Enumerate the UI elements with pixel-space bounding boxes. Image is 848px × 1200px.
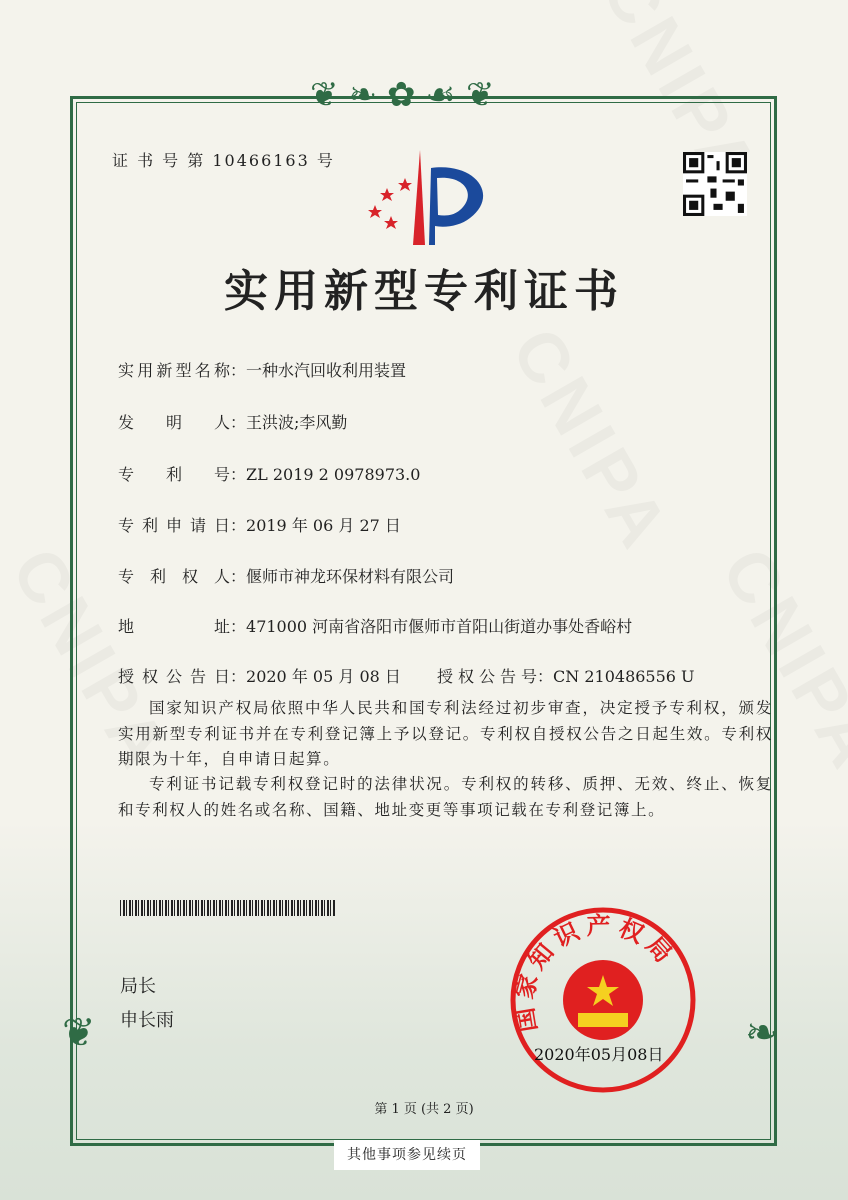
director-title: 局长 xyxy=(120,976,156,997)
field-label: 专利号 xyxy=(118,465,230,484)
field-application-date: 专利申请日：2019 年 06 月 27 日 xyxy=(118,513,401,536)
field-grant-date: 授权公告日：2020 年 05 月 08 日 xyxy=(118,664,401,687)
field-label: 专利权人 xyxy=(118,567,230,586)
field-value: ZL 2019 2 0978973.0 xyxy=(246,465,421,484)
page-indicator: 第 1 页 (共 2 页) xyxy=(374,1102,474,1117)
field-inventor: 发明人：王洪波;李风勤 xyxy=(118,410,347,433)
field-value: 偃师市神龙环保材料有限公司 xyxy=(246,567,455,586)
field-patent-number: 专利号：ZL 2019 2 0978973.0 xyxy=(118,462,420,485)
certificate-title: 实用新型专利证书 xyxy=(224,266,624,317)
statement-paragraph-1: 国家知识产权局依照中华人民共和国专利法经过初步审查，决定授予专利权，颁发实用新型专利证书并在专利登记簿上予以登记。专利权自授权公告之日起生效。专利权期限为十年，自申请日起算。 xyxy=(118,699,773,768)
field-value: 2019 年 06 月 27 日 xyxy=(246,516,401,535)
field-value: 471000 河南省洛阳市偃师市首阳山街道办事处香峪村 xyxy=(246,617,633,636)
svg-text:国家知识产权局: 国家知识产权局 xyxy=(508,910,683,1035)
seal-date: 2020年05月08日 xyxy=(534,1045,664,1064)
field-label: 授权公告日 xyxy=(118,667,230,686)
field-value: CN 210486556 U xyxy=(553,667,695,686)
statement-paragraph-2: 专利证书记载专利权登记时的法律状况。专利权的转移、质押、无效、终止、恢复和专利权人的姓名或名称、国籍、地址变更等事项记载在专利登记簿上。 xyxy=(118,775,773,819)
field-patentee: 专利权人：偃师市神龙环保材料有限公司 xyxy=(118,564,454,587)
field-label: 地址 xyxy=(118,617,230,636)
cnipa-logo xyxy=(365,150,490,250)
top-ornament: ❦❧✿☙❦ xyxy=(310,75,505,115)
bottom-left-ornament: ❦ xyxy=(62,1010,96,1056)
bottom-right-ornament: ❧ xyxy=(745,1010,779,1056)
field-utility-model-name: 实用新型名称：一种水汽回收利用装置 xyxy=(118,358,406,381)
field-value: 2020 年 05 月 08 日 xyxy=(246,667,401,686)
continued-note: 其他事项参见续页 xyxy=(334,1140,480,1170)
certificate-number: 证 书 号 第 10466163 号 xyxy=(112,151,335,170)
field-label: 发明人 xyxy=(118,413,230,432)
official-seal xyxy=(508,905,698,1095)
field-grant-number: 授权公告号：CN 210486556 U xyxy=(437,664,695,687)
field-value: 一种水汽回收利用装置 xyxy=(246,361,407,380)
field-value: 王洪波;李风勤 xyxy=(246,413,348,432)
field-label: 授权公告号 xyxy=(437,667,537,686)
director-name: 申长雨 xyxy=(120,1010,174,1031)
field-label: 实用新型名称 xyxy=(118,361,230,380)
barcode xyxy=(120,900,335,916)
field-address: 地址：471000 河南省洛阳市偃师市首阳山街道办事处香峪村 xyxy=(118,614,632,637)
qr-code xyxy=(683,152,747,216)
field-label: 专利申请日 xyxy=(118,516,230,535)
